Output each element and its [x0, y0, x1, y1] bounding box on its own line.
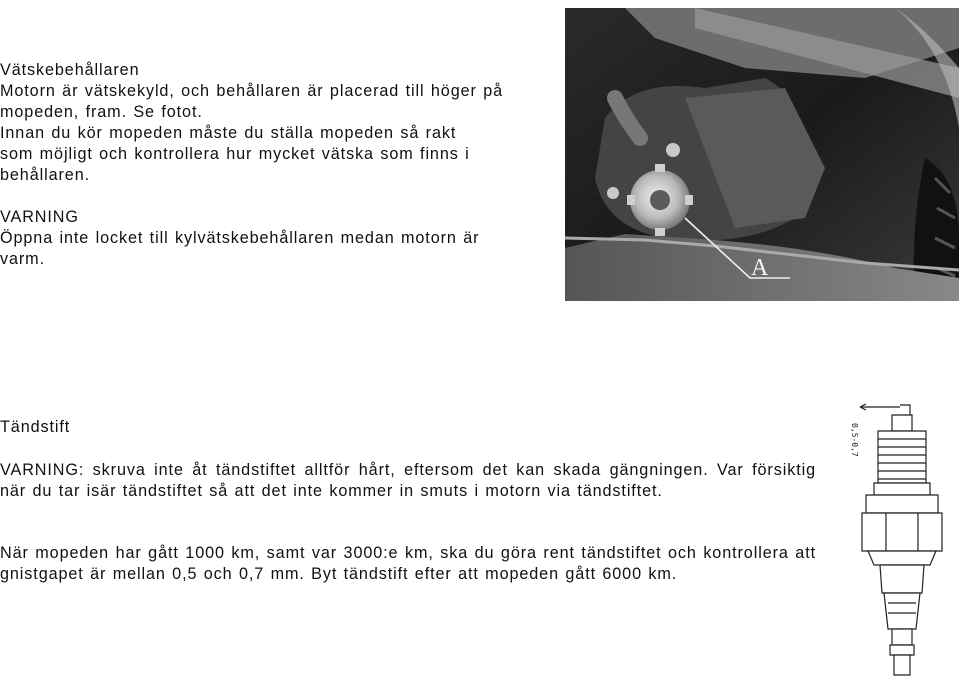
coolant-warning-line: Öppna inte locket till kylvätskebehållaren medan motorn är: [0, 229, 480, 247]
coolant-text-line: mopeden, fram. Se fotot.: [0, 103, 203, 121]
sparkplug-drawing: [830, 393, 960, 681]
sparkplug-warning: VARNING: skruva inte åt tändstiftet alltför hårt, eftersom det kan skada gängningen. Var försiktig när du tar isär tändstiftet så att det inte kommer in smuts i motorn via tändstiftet.: [0, 461, 816, 500]
coolant-reservoir-photo: [565, 8, 959, 301]
coolant-warning: [0, 207, 548, 270]
coolant-text-line: Innan du kör mopeden måste du ställa mopeden så rakt: [0, 124, 457, 142]
coolant-text-line: som möjligt och kontrollera hur mycket vätska som finns i: [0, 145, 470, 163]
coolant-section: [0, 60, 548, 186]
sparkplug-service-text: När mopeden har gått 1000 km, samt var 3000:e km, ska du göra rent tändstiftet och kontrollera att gnistgapet är mellan 0,5 och 0,7 mm. Byt tändstift efter att mopeden gått 6000 km.: [0, 544, 816, 583]
photo-label-a: A: [751, 255, 769, 281]
coolant-text-line: behållaren.: [0, 166, 90, 184]
coolant-warning-title: VARNING: [0, 208, 79, 226]
coolant-warning-line: varm.: [0, 250, 45, 268]
sparkplug-heading: Tändstift: [0, 418, 71, 436]
coolant-text-line: Motorn är vätskekyld, och behållaren är placerad till höger på: [0, 82, 504, 100]
gap-label: 0,5-0,7: [850, 423, 859, 457]
coolant-heading: Vätskebehållaren: [0, 61, 140, 79]
